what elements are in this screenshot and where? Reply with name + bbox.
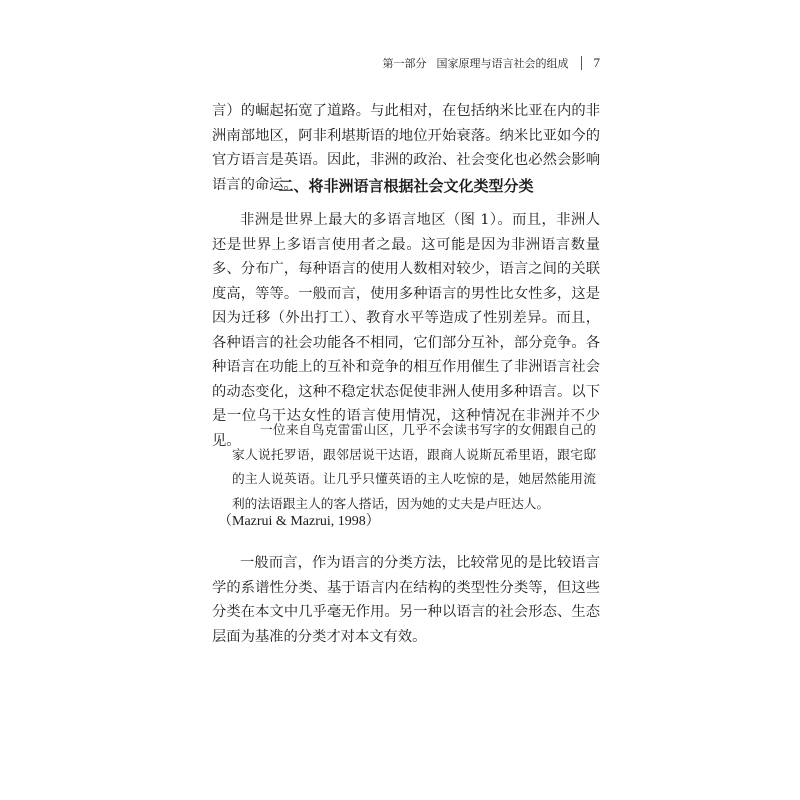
page-number: 7 xyxy=(593,55,600,70)
running-header xyxy=(383,54,601,72)
header-divider xyxy=(581,56,582,70)
paragraph-classification: 一般而言，作为语言的分类方法，比较常见的是比较语言学的系谱性分类、基于语言内在结构的类型性分类等，但这些分类在本文中几乎毫无作用。另一种以语言的社会形态、生态层面为基准的分类才对本文有效。 xyxy=(212,555,600,645)
paragraph-intro: 言）的崛起拓宽了道路。与此相对，在包括纳米比亚在内的非洲南部地区，阿非利堪斯语的地位开始衰落。纳米比亚如今的官方语言是英语。因此，非洲的政治、社会变化也必然会影响语言的命运。 xyxy=(212,103,600,193)
paragraph-multilingual: 非洲是世界上最大的多语言地区（图 1）。而且，非洲人还是世界上多语言使用者之最。这可能是因为非洲语言数量多、分布广，每种语言的使用人数相对较少，语言之间的关联度高，等等。一般而言，使用多种语言的男性比女性多，这是因为迁移（外出打工）、教育水平等造成了性别差异。而且，各种语言的社会功能各不相同，它们部分互补，部分竞争。各种语言在功能上的互补和竞争的相互作用催生了非洲语言社会的动态变化，这种不稳定状态促使非洲人使用多种语言。以下是一位乌干达女性的语言使用情况，这种情况在非洲并不少见。 xyxy=(212,212,600,449)
header-chapter-title: 国家原理与语言社会的组成 xyxy=(436,57,569,70)
header-part-label: 第一部分 xyxy=(382,57,427,70)
quote-citation: （Mazrui & Mazrui, 1998） xyxy=(218,514,380,529)
section-heading: 二、将非洲语言根据社会文化类型分类 xyxy=(278,177,534,195)
block-quote: 一位来自鸟克雷雷山区，几乎不会读书写字的女佣跟自己的家人说托罗语，跟邻居说干达语，跟商人说斯瓦希里语，跟宅邸的主人说英语。让几乎只懂英语的主人吃惊的是，她居然能用流利的法语跟主人的客人搭话，因为她的丈夫是卢旺达人。 xyxy=(232,422,596,511)
